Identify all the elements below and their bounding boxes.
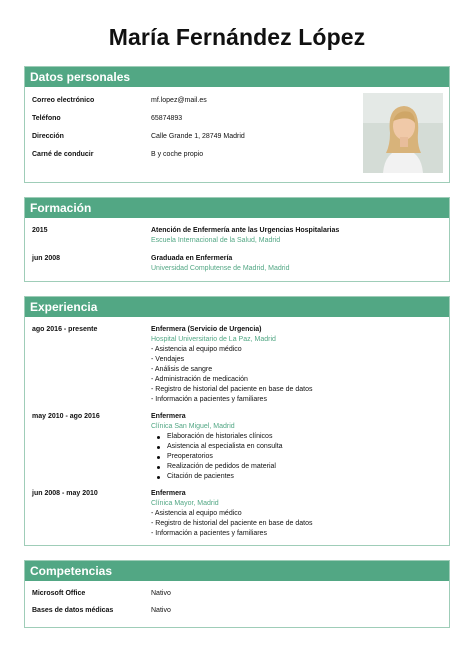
education-place: Escuela Internacional de la Salud, Madrid	[151, 237, 281, 244]
experience-title: Enfermera (Servicio de Urgencia)	[151, 326, 262, 333]
experience-entry	[151, 489, 313, 539]
skill-label: Bases de datos médicas	[32, 607, 114, 614]
label-address: Dirección	[32, 133, 64, 140]
section-education	[24, 197, 450, 282]
task-item: Elaboración de historiales clínicos	[151, 432, 283, 442]
experience-date: jun 2008 - may 2010	[32, 490, 98, 497]
task-item: - Información a pacientes y familiares	[151, 395, 313, 405]
task-item: - Información a pacientes y familiares	[151, 529, 313, 539]
experience-title: Enfermera	[151, 490, 186, 497]
experience-place: Clínica San Miguel, Madrid	[151, 423, 235, 430]
task-list	[151, 432, 283, 482]
section-title-skills: Competencias	[25, 561, 449, 581]
experience-entry	[151, 412, 283, 482]
profile-photo	[363, 93, 443, 173]
value-phone: 65874893	[151, 115, 183, 122]
candidate-name: María Fernández López	[108, 24, 366, 50]
experience-place: Hospital Universitario de La Paz, Madrid	[151, 336, 276, 343]
task-item: Asistencia al especialista en consulta	[151, 442, 283, 452]
education-entry	[151, 226, 339, 246]
label-license: Carné de conducir	[32, 151, 94, 158]
education-entry	[151, 254, 290, 274]
skill-level: Nativo	[151, 590, 171, 597]
section-skills	[24, 560, 450, 628]
task-item: - Asistencia al equipo médico	[151, 345, 313, 355]
task-item: - Registro de historial del paciente en base de datos	[151, 519, 313, 529]
task-list	[151, 345, 313, 405]
task-item: Preoperatorios	[151, 452, 283, 462]
task-item: - Vendajes	[151, 355, 313, 365]
task-item: Citación de pacientes	[151, 472, 283, 482]
experience-date: may 2010 - ago 2016	[32, 413, 100, 420]
skill-label: Microsoft Office	[32, 590, 86, 597]
education-title: Atención de Enfermería ante las Urgencias Hospitalarias	[151, 227, 340, 234]
experience-title: Enfermera	[151, 413, 186, 420]
education-title: Graduada en Enfermería	[151, 255, 233, 262]
task-item: - Registro de historial del paciente en base de datos	[151, 385, 313, 395]
section-title-personal: Datos personales	[25, 67, 449, 87]
task-list	[151, 509, 313, 539]
label-phone: Teléfono	[32, 115, 61, 122]
education-date: jun 2008	[32, 255, 61, 262]
value-license: B y coche propio	[151, 151, 204, 158]
profile-photo-icon	[363, 93, 443, 173]
education-place: Universidad Complutense de Madrid, Madrid	[151, 265, 290, 272]
education-date: 2015	[32, 227, 48, 234]
task-item: - Análisis de sangre	[151, 365, 313, 375]
experience-entry	[151, 325, 313, 405]
value-address: Calle Grande 1, 28749 Madrid	[151, 133, 245, 140]
experience-place: Clínica Mayor, Madrid	[151, 500, 219, 507]
task-item: Realización de pedidos de material	[151, 462, 283, 472]
section-title-experience: Experiencia	[25, 297, 449, 317]
task-item: - Asistencia al equipo médico	[151, 509, 313, 519]
section-experience	[24, 296, 450, 546]
section-personal-data	[24, 66, 450, 183]
value-email: mf.lopez@mail.es	[151, 97, 207, 104]
task-item: - Administración de medicación	[151, 375, 313, 385]
skill-level: Nativo	[151, 607, 171, 614]
experience-date: ago 2016 - presente	[32, 326, 98, 333]
label-email: Correo electrónico	[32, 97, 95, 104]
section-title-education: Formación	[25, 198, 449, 218]
